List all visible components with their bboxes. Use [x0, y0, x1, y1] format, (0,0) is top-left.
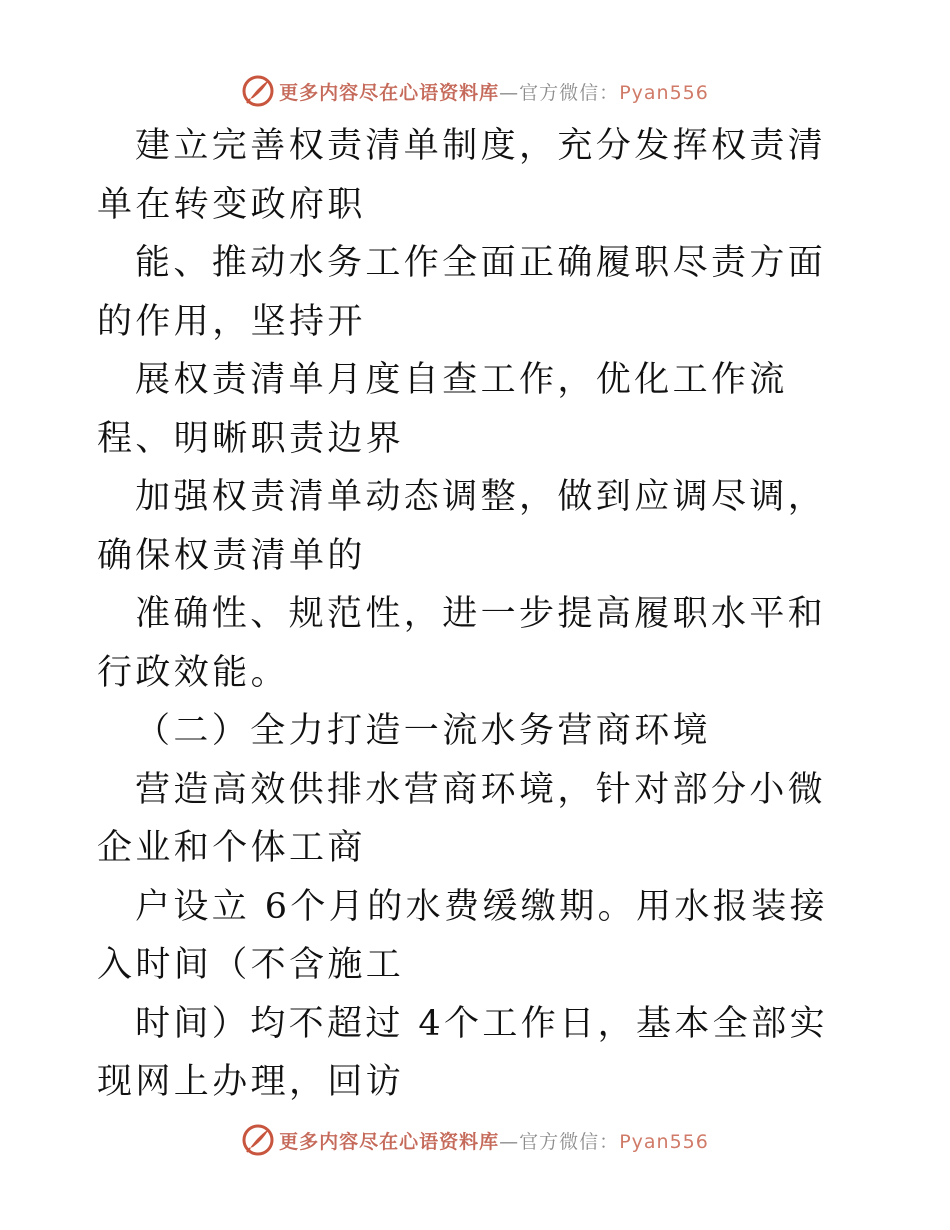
paragraph: 展权责清单月度自查工作，优化工作流程、明晰职责边界	[97, 360, 788, 459]
footer-banner	[0, 1120, 950, 1160]
banner-text	[279, 1127, 709, 1154]
paragraph: 建立完善权责清单制度，充分发挥权责清单在转变政府职	[97, 126, 827, 225]
paragraph: 能、推动水务工作全面正确履职尽责方面的作用，坚持开	[97, 243, 827, 342]
paragraph: 时间）均不超过 4个工作日，基本全部实现网上办理，回访	[97, 1003, 828, 1102]
paragraph: 准确性、规范性，进一步提高履职水平和行政效能。	[97, 594, 827, 693]
banner-text	[279, 78, 709, 105]
banner-wechat-id: Pyan556	[619, 81, 709, 104]
paragraph: 加强权责清单动态调整，做到应调尽调，确保权责清单的	[97, 477, 827, 576]
paragraph: 户设立 6个月的水费缓缴期。用水报装接入时间（不含施工	[97, 886, 828, 985]
feather-pen-logo-icon	[241, 74, 275, 108]
banner-wechat-label: 官方微信：	[519, 81, 620, 104]
paragraph: 营造高效供排水营商环境，针对部分小微企业和个体工商	[97, 769, 827, 868]
feather-pen-logo-icon	[241, 1123, 275, 1157]
header-banner	[0, 71, 950, 111]
section-heading: （二）全力打造一流水务营商环境	[135, 711, 712, 751]
banner-separator: —	[499, 1130, 520, 1153]
banner-title: 更多内容尽在心语资料库	[279, 81, 500, 104]
banner-separator: —	[499, 81, 520, 104]
banner-wechat-id: Pyan556	[619, 1130, 709, 1153]
document-body	[97, 117, 857, 1112]
banner-wechat-label: 官方微信：	[519, 1130, 620, 1153]
banner-title: 更多内容尽在心语资料库	[279, 1130, 500, 1153]
